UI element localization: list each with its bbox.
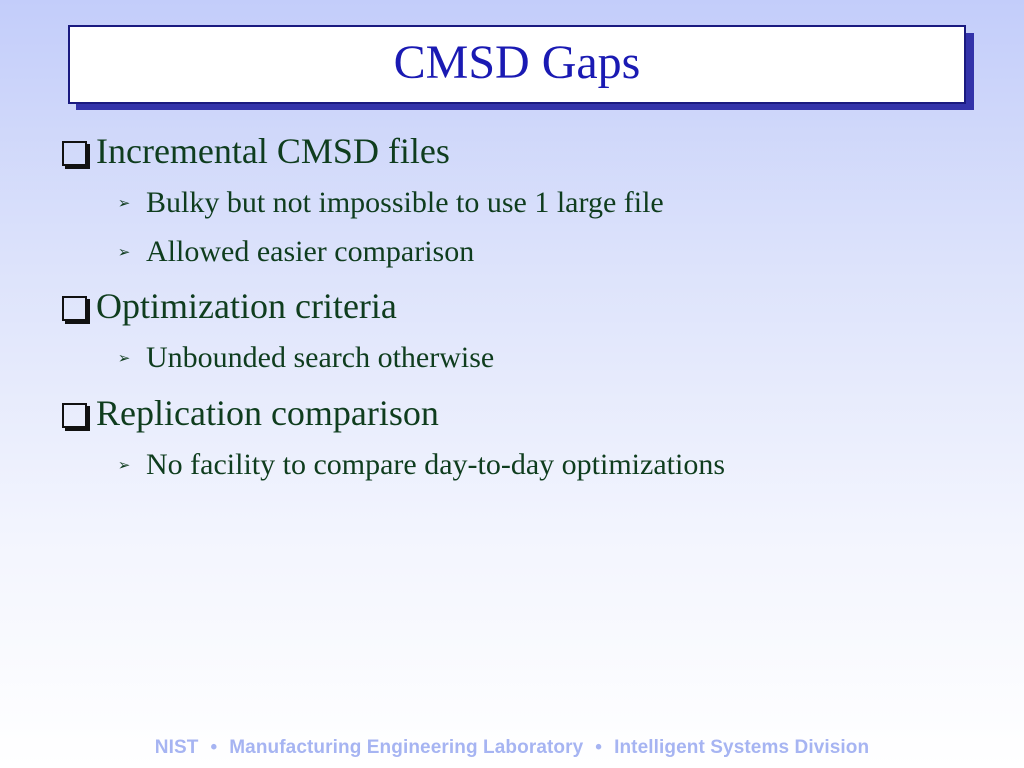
slide-title: CMSD Gaps	[393, 35, 641, 89]
checkbox-bullet-icon	[62, 296, 87, 321]
bullet-text: Replication comparison	[96, 393, 439, 433]
bullet-text: Optimization criteria	[96, 286, 397, 326]
footer-separator: •	[595, 737, 603, 758]
footer-org: NIST	[154, 737, 199, 758]
bullet-item	[62, 288, 397, 324]
footer-separator: •	[210, 737, 218, 758]
sub-bullet-item	[114, 188, 664, 218]
checkbox-bullet-icon	[62, 403, 87, 428]
arrowhead-bullet-icon: ➢	[117, 455, 131, 474]
footer-lab: Manufacturing Engineering Laboratory	[229, 737, 584, 758]
bullet-item	[62, 133, 450, 169]
slide-footer	[0, 737, 1024, 759]
sub-bullet-text: Allowed easier comparison	[146, 235, 475, 268]
arrowhead-bullet-icon: ➢	[117, 242, 131, 261]
sub-bullet-text: Bulky but not impossible to use 1 large file	[146, 186, 664, 219]
sub-bullet-text: No facility to compare day-to-day optimizations	[146, 448, 725, 481]
footer-division: Intelligent Systems Division	[614, 737, 870, 758]
bullet-text: Incremental CMSD files	[96, 131, 450, 171]
sub-bullet-item	[114, 343, 494, 373]
bullet-item	[62, 395, 439, 431]
sub-bullet-text: Unbounded search otherwise	[146, 341, 495, 374]
arrowhead-bullet-icon: ➢	[117, 348, 131, 367]
sub-bullet-item	[114, 237, 474, 267]
arrowhead-bullet-icon: ➢	[117, 193, 131, 212]
sub-bullet-item	[114, 450, 725, 480]
checkbox-bullet-icon	[62, 141, 87, 166]
